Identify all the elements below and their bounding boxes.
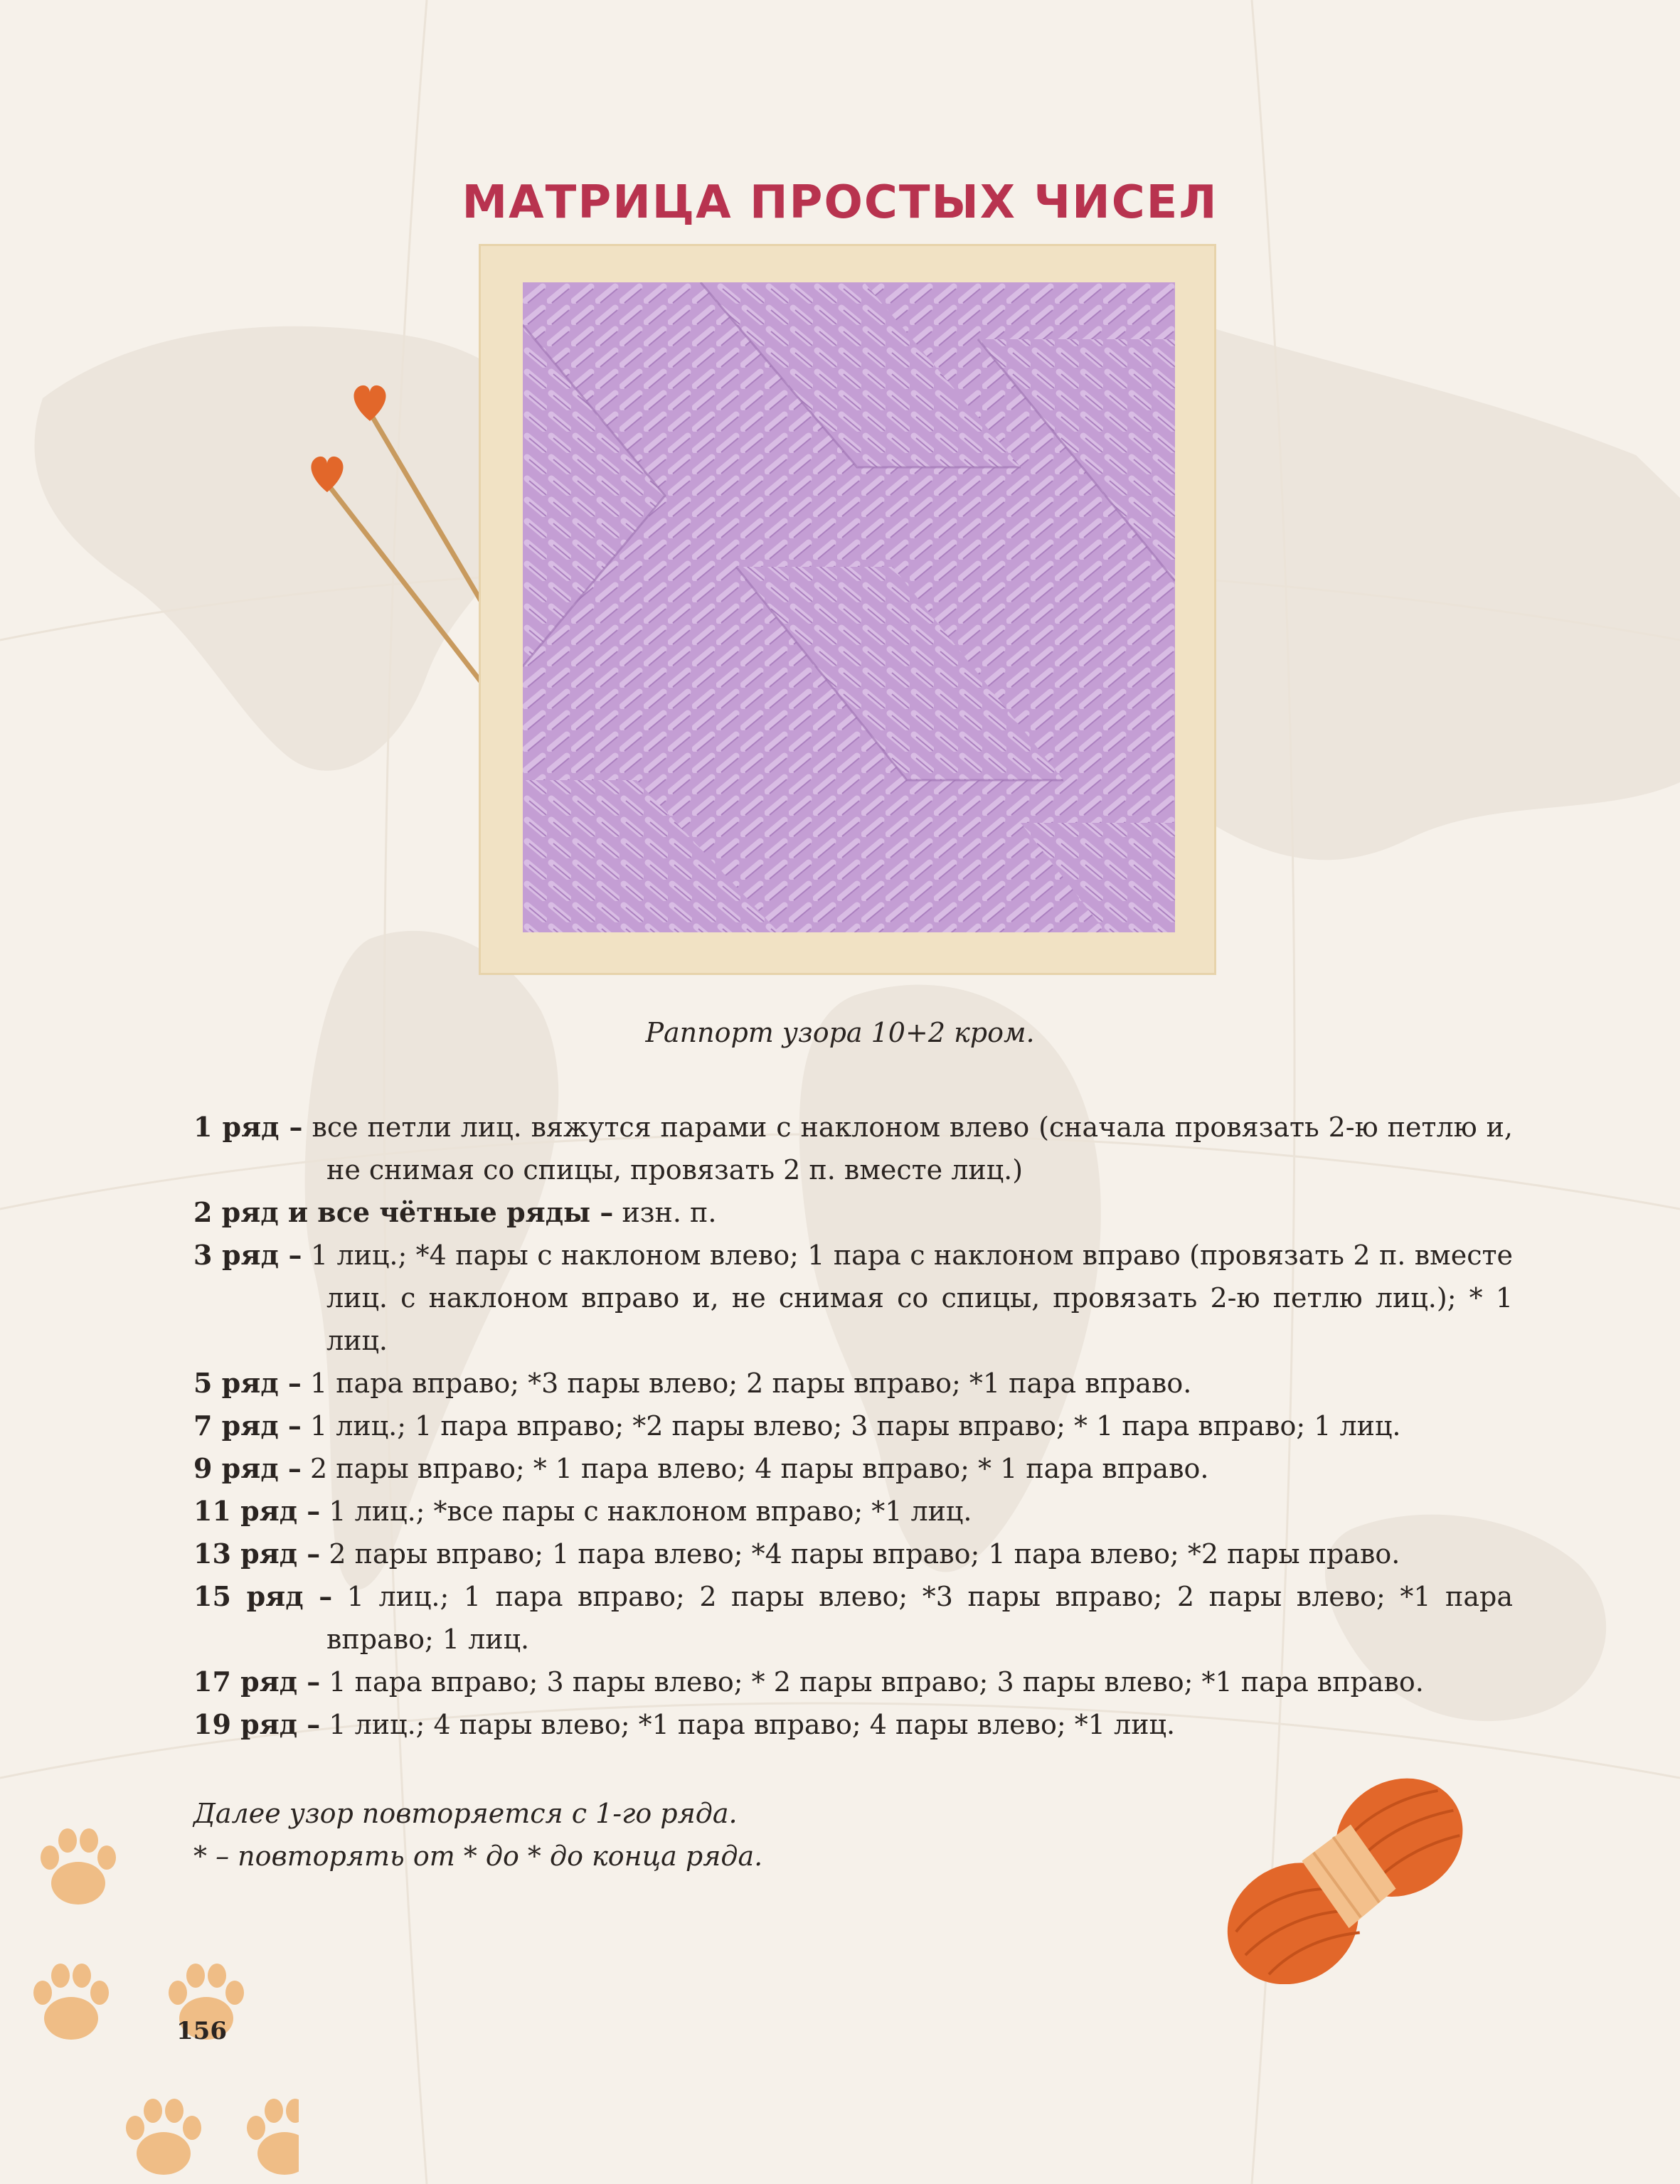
- instruction-row: [193, 1106, 1513, 1191]
- row-text: 2 пары вправо; 1 пара влево; *4 пары вправо; 1 пара влево; *2 пары право.: [329, 1538, 1400, 1570]
- asterisk-note: * – повторять от * до * до конца ряда.: [193, 1841, 763, 1872]
- pattern-notes: [193, 1792, 1260, 1877]
- row-label: 19 ряд –: [193, 1708, 321, 1740]
- instruction-row: [193, 1191, 1513, 1234]
- instruction-row: [193, 1703, 1513, 1746]
- row-label: 13 ряд –: [193, 1538, 321, 1570]
- row-text: 1 лиц.; 1 пара вправо; 2 пары влево; *3 пары вправо; 2 пары влево; *1 пара вправо; 1 лиц.: [326, 1581, 1513, 1655]
- row-label: 5 ряд –: [193, 1367, 302, 1399]
- page-number: 156: [176, 2017, 227, 2045]
- row-label: 11 ряд –: [193, 1495, 321, 1527]
- row-text: все петли лиц. вяжутся парами с наклоном влево (сначала провязать 2-ю петлю и, не снимая со спицы, провязать 2 п. вместе лиц.): [312, 1112, 1513, 1186]
- instruction-row: [193, 1575, 1513, 1661]
- row-label: 9 ряд –: [193, 1452, 302, 1484]
- yarn-skein-icon: [1209, 1771, 1479, 1984]
- repeat-note: Далее узор повторяется с 1-го ряда.: [193, 1798, 738, 1829]
- row-label: 3 ряд –: [193, 1239, 302, 1271]
- row-text: 1 пара вправо; *3 пары влево; 2 пары вправо; *1 пара вправо.: [309, 1368, 1192, 1399]
- knitted-swatch-image: [523, 282, 1175, 932]
- row-text: 1 пара вправо; 3 пары влево; * 2 пары вправо; 3 пары влево; *1 пара вправо.: [329, 1666, 1424, 1698]
- paw-prints-icon: [0, 1792, 299, 2184]
- instruction-row: [193, 1661, 1513, 1703]
- row-label: 17 ряд –: [193, 1666, 321, 1698]
- instruction-row: [193, 1447, 1513, 1490]
- knitting-needles-icon: [299, 377, 491, 690]
- row-label: 1 ряд –: [193, 1111, 303, 1143]
- pattern-repeat-caption: Раппорт узора 10+2 кром.: [645, 1017, 1035, 1048]
- instruction-row: [193, 1533, 1513, 1575]
- instruction-row: [193, 1490, 1513, 1533]
- row-text: 1 лиц.; 1 пара вправо; *2 пары влево; 3 пары вправо; * 1 пара вправо; 1 лиц.: [309, 1410, 1401, 1442]
- row-text: изн. п.: [622, 1197, 717, 1228]
- row-text: 1 лиц.; *4 пары с наклоном влево; 1 пара с наклоном вправо (провязать 2 п. вместе лиц. с наклоном вправо и, не снимая со спицы, провязать 2-ю петлю лиц.); * 1 лиц.: [310, 1240, 1513, 1356]
- row-text: 1 лиц.; *все пары с наклоном вправо; *1 лиц.: [329, 1496, 972, 1527]
- row-label: 2 ряд и все чётные ряды –: [193, 1196, 614, 1228]
- swatch-photo-frame: [479, 244, 1216, 975]
- row-text: 1 лиц.; 4 пары влево; *1 пара вправо; 4 пары влево; *1 лиц.: [329, 1709, 1176, 1740]
- page-title: МАТРИЦА ПРОСТЫХ ЧИСЕЛ: [462, 176, 1218, 229]
- row-label: 7 ряд –: [193, 1410, 302, 1442]
- instruction-row: [193, 1362, 1513, 1405]
- instruction-row: [193, 1405, 1513, 1447]
- row-instructions: [193, 1106, 1513, 1746]
- row-label: 15 ряд –: [193, 1580, 333, 1612]
- instruction-row: [193, 1234, 1513, 1362]
- row-text: 2 пары вправо; * 1 пара влево; 4 пары вправо; * 1 пара вправо.: [309, 1453, 1209, 1484]
